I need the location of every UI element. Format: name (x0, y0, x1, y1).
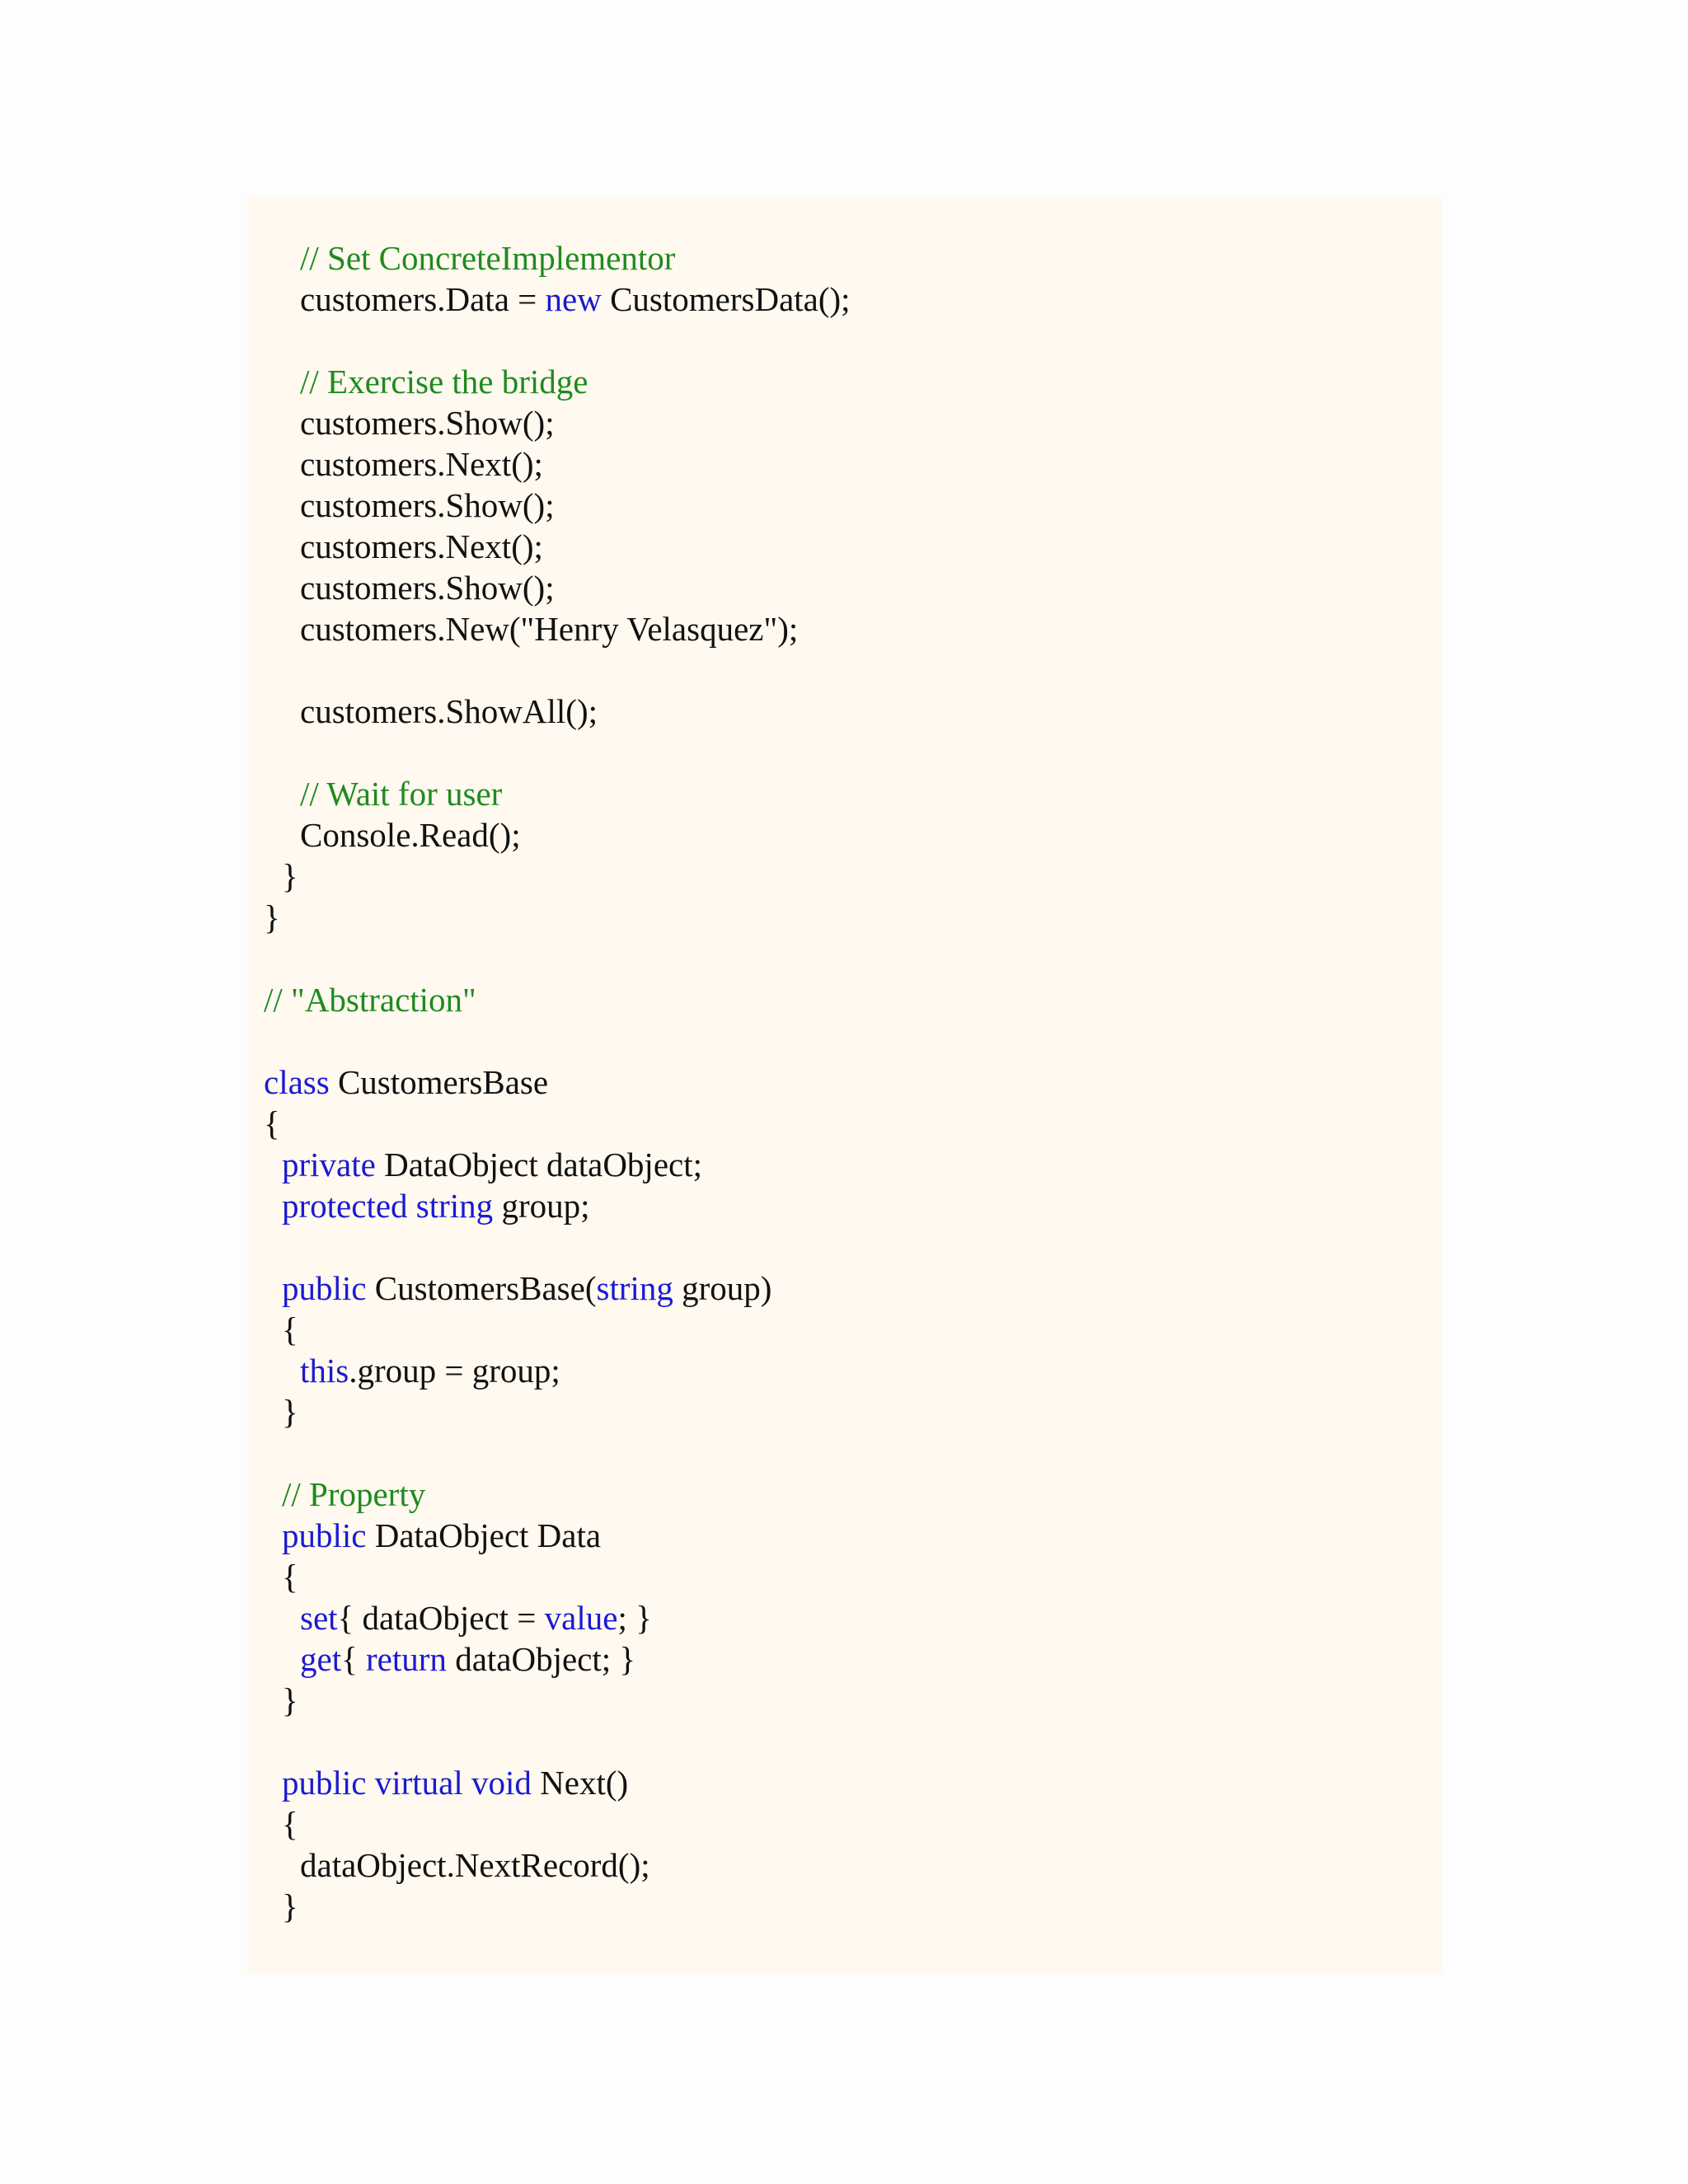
code-line (247, 1268, 1442, 1309)
code-comment: // Wait for user (300, 775, 503, 813)
code-line (247, 1144, 1442, 1185)
code-line (247, 1886, 1442, 1927)
code-text: customers.Show(); (300, 569, 555, 607)
code-text: dataObject.NextRecord(); (300, 1846, 650, 1884)
code-text: { (264, 1104, 280, 1142)
code-comment: // Exercise the bridge (300, 363, 588, 401)
code-text: customers.Show(); (300, 486, 555, 524)
code-line (247, 1803, 1442, 1844)
code-text: } (282, 1887, 298, 1925)
code-line (247, 1680, 1442, 1721)
blank-line (247, 732, 1442, 773)
code-line (247, 691, 1442, 732)
code-text: .group = group; (349, 1352, 560, 1390)
code-text: dataObject; } (446, 1640, 636, 1678)
code-keyword: string (415, 1187, 494, 1225)
code-text: { (282, 1558, 298, 1596)
code-line (247, 237, 1442, 279)
code-keyword: class (264, 1063, 330, 1101)
code-text: CustomersData(); (601, 280, 851, 318)
code-keyword: value (544, 1599, 618, 1637)
code-text: { (282, 1310, 298, 1348)
code-keyword: this (300, 1352, 349, 1390)
code-text: group; (493, 1187, 590, 1225)
code-comment: // "Abstraction" (264, 981, 476, 1019)
code-text: customers.Next(); (300, 527, 543, 565)
code-text: { dataObject = (337, 1599, 545, 1637)
code-line (247, 1103, 1442, 1144)
code-line (247, 1350, 1442, 1391)
code-text: ; } (617, 1599, 652, 1637)
blank-line (247, 1432, 1442, 1474)
code-keyword: protected (282, 1187, 408, 1225)
code-line (247, 567, 1442, 608)
code-text: } (282, 1681, 298, 1719)
code-line (247, 773, 1442, 814)
code-line (247, 1515, 1442, 1556)
code-line (247, 402, 1442, 443)
code-line (247, 1474, 1442, 1515)
code-text: CustomersBase (329, 1063, 549, 1101)
code-text: customers.New("Henry Velasquez"); (300, 610, 799, 648)
code-keyword: private (282, 1146, 376, 1183)
code-line (247, 897, 1442, 938)
code-text: { (282, 1805, 298, 1843)
code-text: } (282, 1393, 298, 1431)
code-text (366, 1764, 374, 1802)
blank-line (247, 320, 1442, 361)
code-line (247, 485, 1442, 526)
code-line (247, 855, 1442, 897)
blank-line (247, 649, 1442, 691)
blank-line (247, 938, 1442, 979)
code-keyword: public (282, 1764, 367, 1802)
code-line (247, 1844, 1442, 1886)
code-text: DataObject dataObject; (375, 1146, 702, 1183)
code-text (408, 1187, 416, 1225)
code-text: { (341, 1640, 367, 1678)
blank-line (247, 1721, 1442, 1762)
code-line (247, 1062, 1442, 1103)
code-line (247, 1391, 1442, 1432)
code-comment: // Set ConcreteImplementor (300, 239, 676, 277)
code-comment: // Property (282, 1475, 426, 1513)
code-text: CustomersBase( (366, 1269, 597, 1307)
code-line (247, 1597, 1442, 1638)
code-line (247, 1556, 1442, 1597)
code-text (463, 1764, 471, 1802)
blank-line (247, 1020, 1442, 1062)
blank-line (247, 1226, 1442, 1268)
code-text: } (264, 898, 280, 936)
code-keyword: get (300, 1640, 342, 1678)
code-text: Next() (531, 1764, 629, 1802)
code-keyword: void (471, 1764, 532, 1802)
code-text: customers.ShowAll(); (300, 692, 598, 730)
code-keyword: string (596, 1269, 673, 1307)
code-line (247, 979, 1442, 1020)
code-keyword: return (366, 1640, 447, 1678)
code-keyword: set (300, 1599, 338, 1637)
code-text: Console.Read(); (300, 816, 521, 854)
code-line (247, 526, 1442, 567)
code-line (247, 361, 1442, 402)
code-line (247, 1638, 1442, 1680)
code-line (247, 443, 1442, 485)
code-keyword: public (282, 1516, 367, 1554)
code-listing (247, 198, 1442, 1974)
code-keyword: public (282, 1269, 367, 1307)
code-text: } (282, 857, 298, 895)
code-keyword: new (545, 280, 602, 318)
code-keyword: virtual (374, 1764, 463, 1802)
code-text: customers.Next(); (300, 445, 543, 483)
code-text: group) (673, 1269, 772, 1307)
code-line (247, 608, 1442, 649)
code-text: DataObject Data (366, 1516, 602, 1554)
code-line (247, 814, 1442, 855)
code-line (247, 279, 1442, 320)
code-line (247, 1185, 1442, 1226)
code-line (247, 1762, 1442, 1803)
code-text: customers.Show(); (300, 404, 555, 442)
code-line (247, 1309, 1442, 1350)
code-text: customers.Data = (300, 280, 546, 318)
